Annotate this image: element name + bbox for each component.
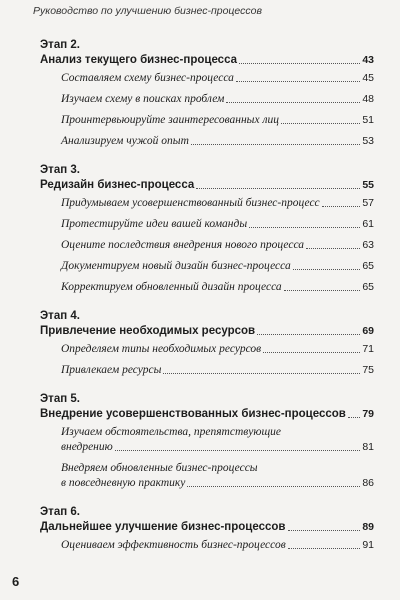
dot-leader [239,63,360,64]
page-ref: 81 [362,441,374,453]
toc-item-text: Оцениваем эффективность бизнес-процессов [61,539,286,551]
dot-leader [263,352,360,353]
stage-title-entry [40,324,374,339]
page-ref: 91 [362,539,374,551]
stage-label: Этап 6. [40,506,80,518]
toc-stage-4 [40,309,374,378]
toc-item-text: Составляем схему бизнес-процесса [61,72,234,84]
dot-leader [196,188,360,189]
toc-item-text: Определяем типы необходимых ресурсов [61,343,262,355]
toc-item-text: Протестируйте идеи вашей команды [61,218,248,230]
toc-item-text: Анализируем чужой опыт [61,135,189,147]
page-ref: 65 [362,260,374,272]
stage-title-entry [40,407,374,422]
stage-title-entry [40,178,374,193]
toc-item [40,425,374,455]
table-of-contents [40,38,374,567]
toc-stage-2 [40,38,374,149]
toc-item [40,92,374,107]
toc-stage-5 [40,392,374,491]
toc-item-text-line1: Внедряем обновленные бизнес-процессы [61,462,258,474]
toc-item [40,217,374,232]
stage-title: Дальнейшее улучшение бизнес-процессов [40,521,286,533]
page-ref: 69 [362,325,374,337]
dot-leader [236,81,360,82]
dot-leader [249,227,360,228]
dot-leader [322,206,361,207]
page-ref: 86 [362,477,374,489]
page-ref: 53 [362,135,374,147]
dot-leader [293,269,361,270]
dot-leader [163,373,360,374]
page-ref: 51 [362,114,374,126]
dot-leader [284,290,361,291]
toc-item [40,342,374,357]
toc-item [40,538,374,553]
page-ref: 45 [362,72,374,84]
toc-item [40,363,374,378]
stage-title: Внедрение усовершенствованных бизнес-процессов [40,408,346,420]
toc-item-text: Проинтервьюируйте заинтересованных лиц [61,114,279,126]
toc-item [40,280,374,295]
page-ref: 79 [362,408,374,420]
page-ref: 55 [362,179,374,191]
page-ref: 75 [362,364,374,376]
page-ref: 63 [362,239,374,251]
page-ref: 71 [362,343,374,355]
stage-label: Этап 3. [40,164,80,176]
toc-item [40,134,374,149]
toc-item-text-line2: внедрению [61,441,113,453]
toc-stage-3 [40,163,374,295]
toc-item-text-line1: Изучаем обстоятельства, препятствующие [61,426,282,438]
toc-item [40,113,374,128]
toc-item-text: Документируем новый дизайн бизнес-процесса [61,260,291,272]
page-ref: 57 [362,197,374,209]
stage-title: Редизайн бизнес-процесса [40,179,195,191]
toc-item-text: Изучаем схему в поисках проблем [61,93,225,105]
dot-leader [191,144,360,145]
stage-label: Этап 2. [40,39,80,51]
page-ref: 89 [362,521,374,533]
dot-leader [281,123,360,124]
dot-leader [288,530,361,531]
toc-item [40,461,374,491]
toc-item [40,238,374,253]
page-number: 6 [12,574,20,589]
toc-item [40,259,374,274]
page-ref: 61 [362,218,374,230]
page-ref: 43 [362,54,374,66]
toc-item [40,71,374,86]
stage-title: Анализ текущего бизнес-процесса [40,54,238,66]
toc-item-text: Придумываем усовершенствованный бизнес-процесс [61,197,320,209]
toc-item-text-line2: в повседневную практику [61,477,186,489]
dot-leader [306,248,360,249]
toc-stage-6 [40,505,374,553]
stage-label: Этап 5. [40,393,80,405]
page-ref: 48 [362,93,374,105]
stage-title-entry [40,520,374,535]
dot-leader [288,548,361,549]
stage-title-entry [40,53,374,68]
stage-title: Привлечение необходимых ресурсов [40,325,256,337]
dot-leader [257,334,360,335]
toc-item-text: Привлекаем ресурсы [61,364,162,376]
toc-item-text: Оцените последствия внедрения нового процесса [61,239,305,251]
stage-label: Этап 4. [40,310,80,322]
dot-leader [348,417,360,418]
page-ref: 65 [362,281,374,293]
toc-item-text: Корректируем обновленный дизайн процесса [61,281,282,293]
dot-leader [226,102,360,103]
running-header: Руководство по улучшению бизнес-процессов [33,5,262,17]
toc-item [40,196,374,211]
dot-leader [115,450,361,451]
dot-leader [187,486,360,487]
